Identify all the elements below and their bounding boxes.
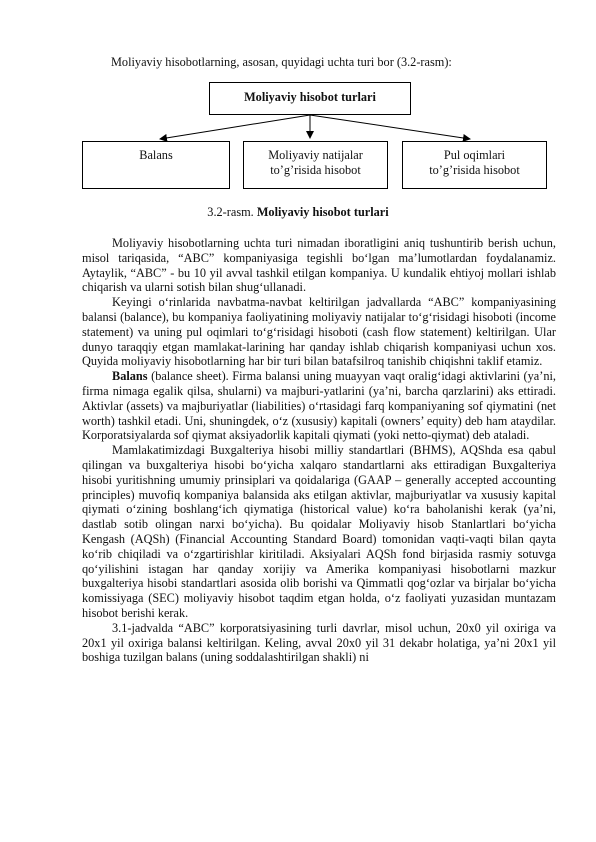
intro-sentence: Moliyaviy hisobotlarning, asosan, quyidagi uchta turi bor (3.2-rasm): bbox=[111, 55, 452, 69]
diagram-box-cash-flow bbox=[402, 141, 547, 189]
diagram-box-label-line2: to’g’risida hisobot bbox=[429, 163, 520, 177]
diagram-box-label: Moliyaviy natijalar bbox=[268, 148, 363, 162]
figure-caption bbox=[0, 205, 596, 220]
paragraph-3 bbox=[82, 369, 556, 443]
diagram-root-box bbox=[209, 82, 411, 115]
paragraph-5: 3.1-jadvalda “ABC” korporatsiyasining turli davrlar, misol uchun, 20x0 yil oxiriga va 20x1 yil oxiriga balansi keltirilgan. Keling, avval 20x0 yil 31 dekabr holatiga, ya’ni 20x1 yil boshiga tuzilgan balans (uning soddalashtirilgan shakli) ni bbox=[82, 620, 556, 665]
diagram-box-label-line2: to’g’risida hisobot bbox=[270, 163, 361, 177]
paragraph-2: Keyingi o‘rinlarida navbatma-navbat keltirilgan jadvallarda “ABC” kompaniyasining balansi (balance), bu kompaniya faoliyatining moliyaviy natijalar to‘g‘risidagi hisoboti (income statement) va uning pul oqimlari to‘g‘risidagi hisoboti (cash flow statement) keltirilgan. Ular dunyo taraqqiy etgan mamlakat-larining har qanday ishlab chiqarish kompaniyasi uchun xos. Quyida moliyaviy hisobotlarning har bir turi bilan batafsilroq tanishib chiqishni taklif etamiz. bbox=[82, 295, 556, 369]
diagram-box-balance bbox=[82, 141, 230, 189]
paragraph-4: Mamlakatimizdagi Buxgalteriya hisobi milliy standartlari (BHMS), AQShda esa qabul qilingan va buxgalteriya hisobi bo‘yicha xalqaro standartlarni aks ettiradigan Buxgalteriya hisobi yuritishning umumiy prinsiplari va qoidalariga (GAAP – generally accepted accounting principles) muvofiq kompaniya balansida aks etilgan aktivlar, majburiyatlar va xususiy kapital qiymati o‘zining boshlang‘ich qiymatiga (historical value) ko‘ra baholanishi kerak (ya’ni, dastlab sotib olingan narxi bo‘yicha). Bu qoidalar Moliyaviy hisob Stanlartlari bo‘yicha Kengash (AQSh) (Financial Accounting Standard Board) tomonidan vaqti-vaqti bilan qayta ko‘rib chiqiladi va o‘zgartirishlar kiritiladi. Aksiyalari AQSh fond birjasida rasmiy sotuvga qo‘yilishini istagan har qanday xorijiy va Amerika kompaniyasi hisobotlarni mazkur buxgalteriya hisobi standartlari asosida olib borishi va Qimmatli qog‘ozlar va birjalar bo‘yicha komissiyaga (SEC) moliyaviy hisobot taqdim etgan holda, o‘z faoliyati yuzasidan muntazam hisobot berishi kerak. bbox=[82, 443, 556, 620]
arrow-right bbox=[310, 115, 470, 139]
diagram-root-label: Moliyaviy hisobot turlari bbox=[244, 90, 376, 104]
term-balans: Balans bbox=[112, 369, 148, 384]
diagram-box-label: Pul oqimlari bbox=[443, 148, 506, 162]
body-text bbox=[82, 236, 556, 665]
paragraph-1: Moliyaviy hisobotlarning uchta turi nimadan iboratligini aniq tushuntirib berish uchun, misol tariqasida, “ABC” kompaniyasiga tegishli bo‘lgan ma’lumotlardan foydalanamiz. Aytaylik, “ABC” - bu 10 yil avval tashkil etilgan kompaniya. U kundalik ehtiyoj mollari ishlab chiqarish va ularni sotish bilan shug‘ullanadi. bbox=[82, 236, 556, 295]
caption-title: Moliyaviy hisobot turlari bbox=[256, 205, 389, 219]
arrow-left bbox=[160, 115, 310, 139]
diagram-box-income-statement bbox=[243, 141, 388, 189]
paragraph-3-text: (balance sheet). Firma balansi uning muayyan vaqt oralig‘idagi aktivlarini (ya’ni, firma nimaga egalik qilsa, shularni) va majburi-yatlarini (ya’ni, barcha qarzlarini) aks ettiradi. Aktivlar (assets) va majburiyatlar (liabilities) o‘rtasidagi farq kompaniyaning sof qiymatini (net worth) tashkil etadi. Uni, shuningdek, o‘z (xususiy) kapitali (owners’ equity) deb ham ataydilar. Korporatsiyalarda sof qiymat aksiyadorlik kapitali qiymati (yoki netto-qiymat) deb ataladi. bbox=[82, 369, 556, 443]
diagram-box-label: Balans bbox=[139, 148, 173, 162]
caption-number: 3.2-rasm. bbox=[207, 205, 254, 219]
